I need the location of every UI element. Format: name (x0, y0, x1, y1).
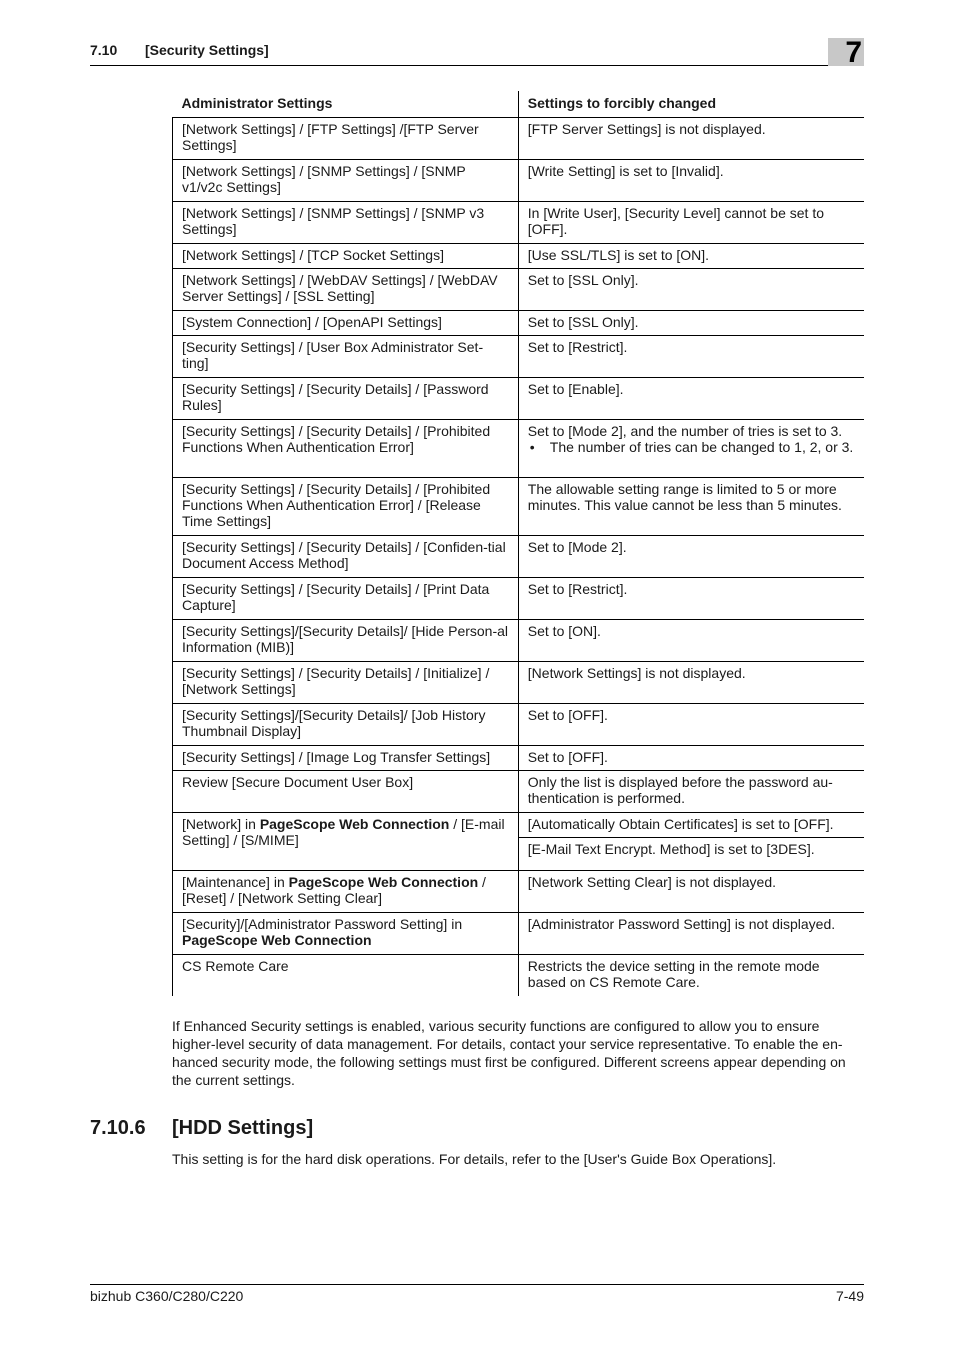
forced-setting-cell: Set to [SSL Only]. (518, 268, 864, 310)
forced-setting-cell: [Administrator Password Setting] is not displayed. (518, 912, 864, 954)
admin-setting-cell: CS Remote Care (173, 954, 519, 996)
forced-setting-cell: In [Write User], [Security Level] cannot be set to [OFF]. (518, 201, 864, 243)
table-row (173, 703, 865, 745)
forced-setting-cell: Set to [ON]. (518, 619, 864, 661)
admin-setting-cell: [Network Settings] / [SNMP Settings] / [SNMP v3 Settings] (173, 201, 519, 243)
table-row (173, 377, 865, 419)
table-row (173, 117, 865, 159)
table-row (173, 954, 865, 996)
admin-setting-cell: [Security Settings] / [Security Details] / [Print Data Capture] (173, 577, 519, 619)
admin-setting-cell: [Security Settings] / [Security Details] / [Prohibited Functions When Authentication Error] (173, 419, 519, 477)
table-row (173, 159, 865, 201)
admin-setting-cell: [Security Settings] / [Security Details] / [Prohibited Functions When Authentication Error] / [Release Time Settings] (173, 477, 519, 535)
admin-setting-cell: [Network Settings] / [FTP Settings] /[FTP Server Settings] (173, 117, 519, 159)
footer-product-name: bizhub C360/C280/C220 (90, 1288, 244, 1304)
forced-setting-cell (518, 419, 864, 477)
table-row (173, 812, 865, 837)
admin-setting-cell: [Network Settings] / [SNMP Settings] / [SNMP v1/v2c Settings] (173, 159, 519, 201)
footer-page-number: 7-49 (835, 1288, 864, 1304)
column-header-administrator-settings: Administrator Settings (173, 91, 519, 117)
forced-setting-cell: Set to [OFF]. (518, 745, 864, 770)
admin-setting-text: / [E-mail Setting] / [S/MIME] (182, 815, 505, 848)
admin-setting-cell: [Security Settings] / [Security Details] / [Password Rules] (173, 377, 519, 419)
admin-setting-text: [Security]/[Administrator Password Setting] in (182, 915, 463, 932)
section-title: [HDD Settings] (172, 1117, 314, 1139)
admin-setting-cell (173, 870, 519, 912)
settings-table (172, 91, 864, 996)
forced-setting-text: Set to [Mode 2], and the number of tries is set to 3. (527, 422, 843, 439)
admin-setting-cell: [System Connection] / [OpenAPI Settings] (173, 310, 519, 335)
admin-setting-cell: [Security Settings] / [Security Details] / [Initialize] / [Network Settings] (173, 661, 519, 703)
forced-setting-cell: Set to [Mode 2]. (518, 535, 864, 577)
pagescope-web-connection-label: PageScope Web Connection (182, 931, 372, 948)
table-header-row (173, 91, 865, 117)
table-row (173, 745, 865, 770)
table-row (173, 243, 865, 268)
forced-setting-cell: Restricts the device setting in the remote mode based on CS Remote Care. (527, 957, 820, 990)
forced-setting-cell: Set to [Restrict]. (518, 577, 864, 619)
admin-setting-cell: [Security Settings]/[Security Details]/ [Job History Thumbnail Display] (173, 703, 519, 745)
admin-setting-cell: [Network Settings] / [TCP Socket Settings] (173, 243, 519, 268)
forced-setting-cell: The allowable setting range is limited to 5 or more minutes. This value cannot be less than 5 minutes. (518, 477, 864, 535)
page-header (90, 36, 864, 69)
admin-setting-cell (173, 812, 519, 870)
admin-setting-cell (173, 912, 519, 954)
forced-setting-cell: Set to [Restrict]. (518, 335, 864, 377)
pagescope-web-connection-label: PageScope Web Connection (259, 815, 450, 832)
table-row (173, 870, 865, 912)
bullet-list (528, 439, 855, 455)
enhanced-security-paragraph: If Enhanced Security settings is enabled, various security functions are configured to allow you to ensure higher-level security of data management. For details, contact your service representative. To enable the en-hanced security mode, the following settings must first be configured. Different screens appear depending on the current settings. (172, 1018, 846, 1088)
admin-setting-cell: [Network Settings] / [WebDAV Settings] / [WebDAV Server Settings] / [SSL Setting] (173, 268, 519, 310)
table-row (173, 770, 865, 812)
section-number: 7.10.6 (90, 1117, 146, 1139)
admin-setting-cell: Review [Secure Document User Box] (173, 770, 519, 812)
table-row (173, 577, 865, 619)
chapter-number: 7 (845, 36, 862, 69)
forced-setting-cell: Only the list is displayed before the password au-thentication is performed. (518, 770, 864, 812)
forced-setting-cell: [FTP Server Settings] is not displayed. (518, 117, 864, 159)
table-row (173, 619, 865, 661)
forced-setting-cell: [Network Settings] is not displayed. (518, 661, 864, 703)
admin-setting-cell: [Security Settings] / [Image Log Transfer Settings] (173, 745, 519, 770)
admin-setting-cell: [Security Settings]/[Security Details]/ [Hide Person-al Information (MIB)] (173, 619, 519, 661)
header-section-number: 7.10 (90, 42, 118, 58)
forced-setting-cell: Set to [SSL Only]. (518, 310, 864, 335)
forced-setting-cell: [Network Setting Clear] is not displayed. (518, 870, 864, 912)
table-row (173, 419, 865, 477)
admin-setting-text: [Network] in (182, 815, 260, 832)
forced-setting-cell: Set to [OFF]. (518, 703, 864, 745)
bullet-item: • The number of tries can be changed to 1, 2, or 3. (528, 439, 855, 455)
forced-setting-cell: [E-Mail Text Encrypt. Method] is set to [3DES]. (518, 837, 864, 870)
admin-setting-text: / [Reset] / [Network Setting Clear] (182, 873, 486, 906)
forced-setting-cell: Set to [Enable]. (518, 377, 864, 419)
table-row (173, 268, 865, 310)
forced-setting-cell: [Use SSL/TLS] is set to [ON]. (518, 243, 864, 268)
pagescope-web-connection-label: PageScope Web Connection (288, 873, 479, 890)
admin-setting-cell: [Security Settings] / [Security Details] / [Confiden-tial Document Access Method] (173, 535, 519, 577)
page-footer (90, 1284, 864, 1308)
section-body-text: This setting is for the hard disk operations. For details, refer to the [User's Guide Box Operations]. (172, 1151, 777, 1167)
table-row (173, 477, 865, 535)
header-section-title: [Security Settings] (145, 42, 269, 58)
table-row (173, 310, 865, 335)
table-row (173, 335, 865, 377)
column-header-forced-settings: Settings to forcibly changed (518, 91, 864, 117)
forced-setting-cell: [Automatically Obtain Certificates] is set to [OFF]. (518, 812, 864, 837)
table-row (173, 912, 865, 954)
table-row (173, 535, 865, 577)
admin-setting-text: [Maintenance] in (182, 873, 289, 890)
section-heading (90, 1117, 313, 1140)
table-row (173, 661, 865, 703)
table-row (173, 201, 865, 243)
admin-setting-cell: [Security Settings] / [User Box Administrator Set-ting] (173, 335, 519, 377)
forced-setting-cell: [Write Setting] is set to [Invalid]. (518, 159, 864, 201)
